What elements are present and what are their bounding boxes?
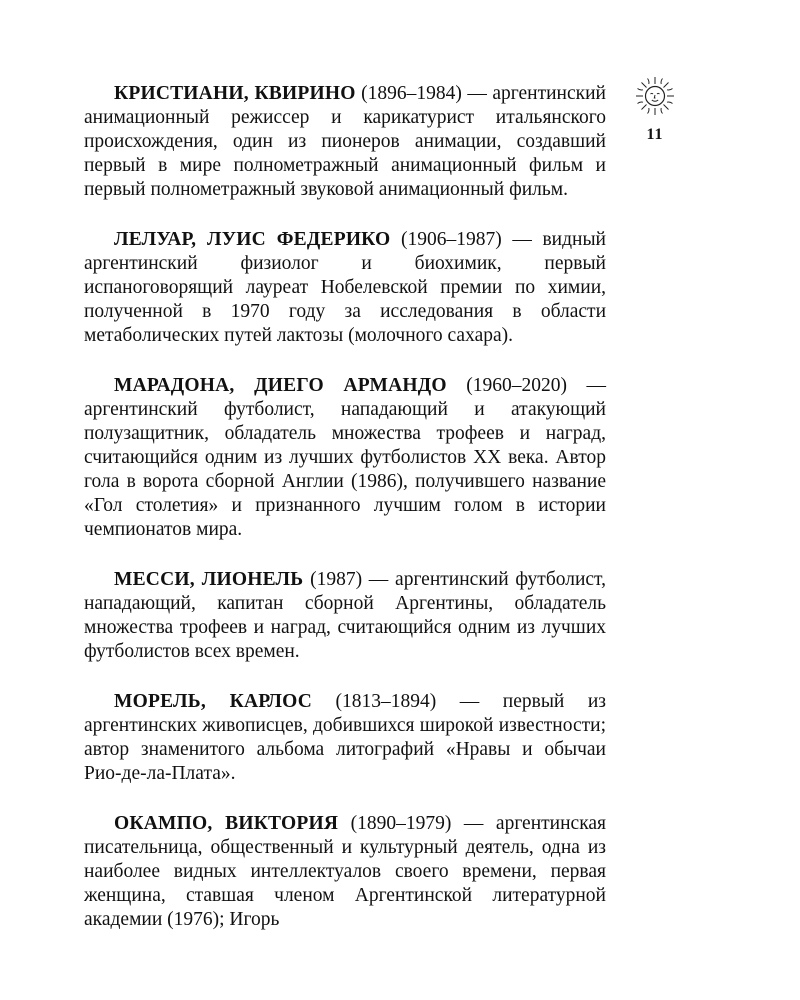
entry-text: (1987) — аргентинский футболист, нападающий, капитан сборной Аргентины, обладатель множества трофеев и наград, считающийся одним из лучших футболистов всех времен. — [84, 569, 606, 662]
entry-name: КРИСТИАНИ, КВИРИНО — [114, 83, 356, 104]
page-number: 11 — [646, 126, 664, 143]
entry-cristiani — [84, 82, 606, 202]
entry-name: МЕССИ, ЛИОНЕЛЬ — [114, 569, 304, 590]
entry-paragraph — [84, 568, 606, 664]
entry-text: (1896–1984) — аргентинский анимационный режиссер и карикатурист итальянского происхождения, один из пионеров анимации, создавший первый в мире полнометражный анимационный фильм и первый полнометражный звуковой анимационный фильм. — [84, 83, 606, 200]
entry-paragraph — [84, 374, 606, 542]
entry-maradona — [84, 374, 606, 542]
sun-of-may-icon — [635, 76, 675, 116]
entry-name: ОКАМПО, ВИКТОРИЯ — [114, 813, 339, 834]
page-body — [84, 82, 606, 958]
entry-paragraph — [84, 690, 606, 786]
entry-text: (1813–1894) — первый из аргентинских живописцев, добившихся широкой известности; автор знаменитого альбома литографий «Нравы и обычаи Рио-де-ла-Плата». — [84, 691, 606, 784]
entry-name: МАРАДОНА, ДИЕГО АРМАНДО — [114, 375, 447, 396]
entry-paragraph — [84, 82, 606, 202]
entry-paragraph — [84, 812, 606, 932]
entry-text: (1906–1987) — видный аргентинский физиолог и биохимик, первый испаноговорящий лауреат Нобелевской премии по химии, полученной в 1970 году за исследования в области метаболических путей лактозы (молочного сахара). — [84, 229, 606, 346]
entry-messi — [84, 568, 606, 664]
entry-paragraph — [84, 228, 606, 348]
entry-text: (1960–2020) — аргентинский футболист, нападающий и атакующий полузащитник, обладатель множества трофеев и наград, считающийся одним из лучших футболистов XX века. Автор гола в ворота сборной Англии (1986), получившего название «Гол столетия» и признанного лучшим голом в истории чемпионатов мира. — [84, 375, 606, 540]
entry-morel — [84, 690, 606, 786]
page-marker — [630, 76, 680, 144]
entry-name: ЛЕЛУАР, ЛУИС ФЕДЕРИКО — [114, 229, 391, 250]
entry-name: МОРЕЛЬ, КАРЛОС — [114, 691, 313, 712]
entry-leloir — [84, 228, 606, 348]
entry-ocampo — [84, 812, 606, 932]
entry-text: (1890–1979) — аргентинская писательница, общественный и культурный деятель, одна из наиболее видных интеллектуалов своего времени, первая женщина, ставшая членом Аргентинской литературной академии (1976); Игорь — [84, 813, 606, 930]
